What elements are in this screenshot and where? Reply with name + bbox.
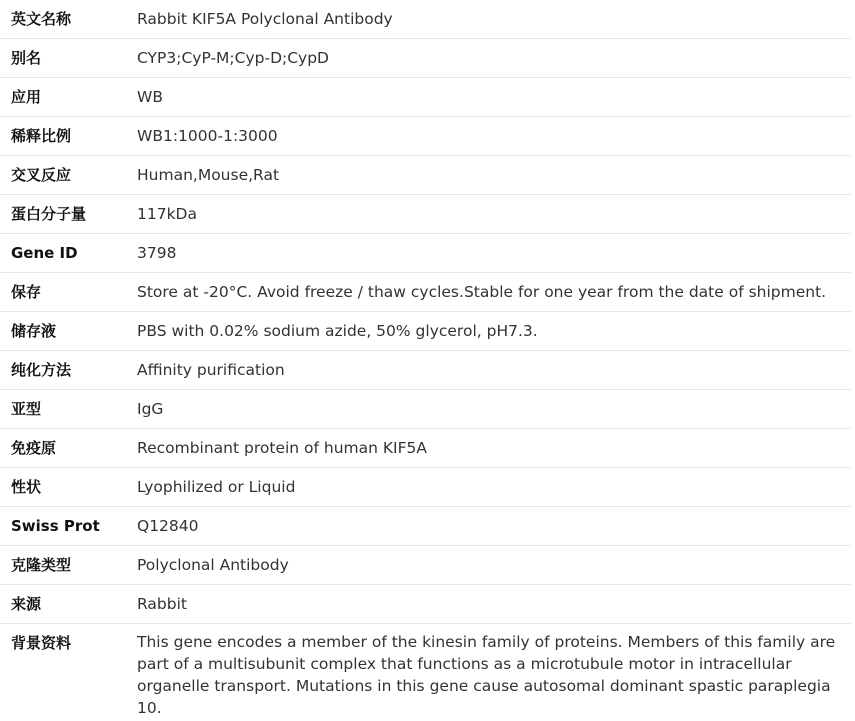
spec-label: 背景资料 (0, 624, 137, 721)
spec-label: Swiss Prot (0, 507, 137, 546)
spec-row-isotype (0, 390, 851, 429)
spec-value: WB (137, 78, 851, 117)
spec-value: Store at -20°C. Avoid freeze / thaw cycles.Stable for one year from the date of shipment. (137, 273, 851, 312)
spec-label: 保存 (0, 273, 137, 312)
spec-value: 117kDa (137, 195, 851, 234)
spec-row-form (0, 468, 851, 507)
spec-row-molecular-weight (0, 195, 851, 234)
spec-row-buffer (0, 312, 851, 351)
spec-value: Lyophilized or Liquid (137, 468, 851, 507)
spec-row-english-name (0, 0, 851, 39)
spec-value: IgG (137, 390, 851, 429)
spec-value: Rabbit KIF5A Polyclonal Antibody (137, 0, 851, 39)
spec-label: 应用 (0, 78, 137, 117)
spec-label: Gene ID (0, 234, 137, 273)
spec-label: 亚型 (0, 390, 137, 429)
spec-row-immunogen (0, 429, 851, 468)
spec-value: WB1:1000-1:3000 (137, 117, 851, 156)
spec-value: This gene encodes a member of the kinesin family of proteins. Members of this family are part of a multisubunit complex that functions as a microtubule motor in intracellular organelle transport. Mutations in this gene cause autosomal dominant spastic paraplegia 10. (137, 624, 851, 721)
spec-row-host (0, 585, 851, 624)
spec-row-gene-id (0, 234, 851, 273)
spec-row-storage (0, 273, 851, 312)
spec-label: 稀释比例 (0, 117, 137, 156)
spec-label: 储存液 (0, 312, 137, 351)
spec-label: 来源 (0, 585, 137, 624)
spec-value: Affinity purification (137, 351, 851, 390)
spec-row-background (0, 624, 851, 721)
spec-label: 纯化方法 (0, 351, 137, 390)
spec-value: Recombinant protein of human KIF5A (137, 429, 851, 468)
spec-value: CYP3;CyP-M;Cyp-D;CypD (137, 39, 851, 78)
spec-row-application (0, 78, 851, 117)
spec-value: PBS with 0.02% sodium azide, 50% glycerol, pH7.3. (137, 312, 851, 351)
spec-label: 交叉反应 (0, 156, 137, 195)
spec-row-dilution (0, 117, 851, 156)
spec-value: Human,Mouse,Rat (137, 156, 851, 195)
spec-value: Q12840 (137, 507, 851, 546)
spec-value: Rabbit (137, 585, 851, 624)
spec-row-swiss-prot (0, 507, 851, 546)
spec-row-purification (0, 351, 851, 390)
spec-label: 免疫原 (0, 429, 137, 468)
spec-row-alias (0, 39, 851, 78)
spec-label: 克隆类型 (0, 546, 137, 585)
spec-label: 英文名称 (0, 0, 137, 39)
spec-value: Polyclonal Antibody (137, 546, 851, 585)
spec-label: 蛋白分子量 (0, 195, 137, 234)
spec-row-reactivity (0, 156, 851, 195)
spec-label: 性状 (0, 468, 137, 507)
spec-value: 3798 (137, 234, 851, 273)
spec-label: 别名 (0, 39, 137, 78)
spec-row-clonality (0, 546, 851, 585)
